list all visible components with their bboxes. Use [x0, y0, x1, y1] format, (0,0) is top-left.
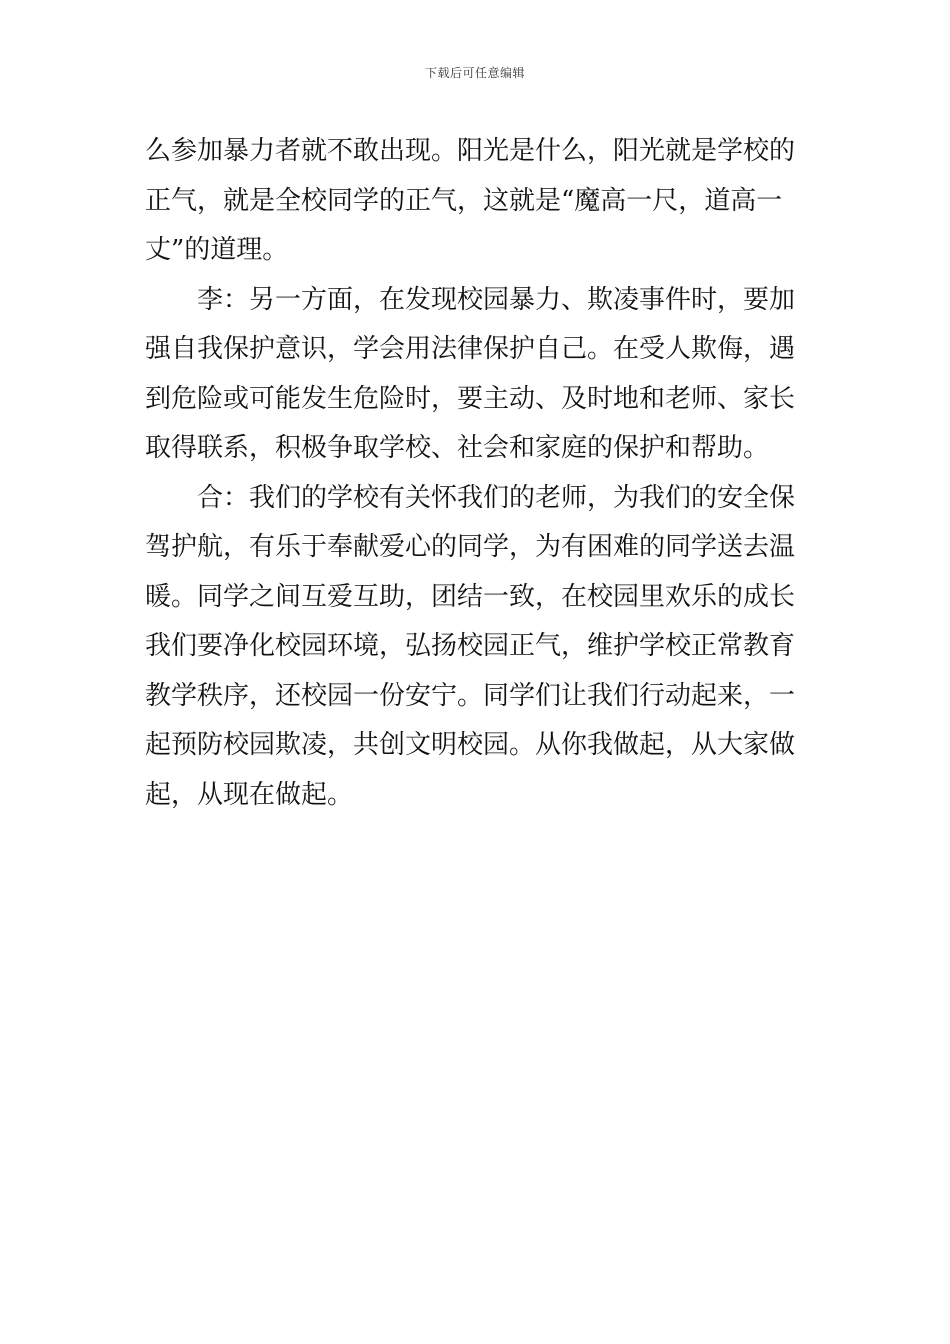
text-line: 起，从现在做起。	[145, 779, 354, 810]
paragraph-3	[145, 474, 807, 821]
text-line: 么参加暴力者就不敢出现。阳光是什么，阳光就是学校的	[145, 136, 796, 166]
text-line: 起预防校园欺凌，共创文明校园。从你我做起，从大家做	[145, 730, 796, 760]
text-line: 合：我们的学校有关怀我们的老师，为我们的安全保	[145, 482, 796, 513]
text-line: 强自我保护意识，学会用法律保护自己。在受人欺侮，遇	[145, 334, 796, 364]
text-line: 丈”的道理。	[145, 235, 289, 265]
paragraph-2	[145, 276, 807, 474]
text-line: 取得联系，积极争取学校、社会和家庭的保护和帮助。	[145, 433, 770, 463]
text-line: 正气，就是全校同学的正气，这就是“魔高一尺，道高一	[145, 185, 783, 216]
header-note: 下载后可任意编辑	[424, 66, 525, 80]
text-line: 暖。同学之间互爱互助，团结一致，在校园里欢乐的成长	[145, 581, 796, 612]
text-line: 我们要净化校园环境，弘扬校园正气，维护学校正常教育	[145, 631, 796, 661]
text-line: 教学秩序，还校园一份安宁。同学们让我们行动起来，一	[145, 680, 796, 711]
text-line: 驾护航，有乐于奉献爱心的同学，为有困难的同学送去温	[145, 532, 796, 562]
text-line: 李：另一方面，在发现校园暴力、欺凌事件时，要加	[145, 284, 796, 315]
text-line: 到危险或可能发生危险时，要主动、及时地和老师、家长	[145, 383, 796, 414]
document-body	[145, 127, 807, 820]
paragraph-1	[145, 127, 807, 276]
